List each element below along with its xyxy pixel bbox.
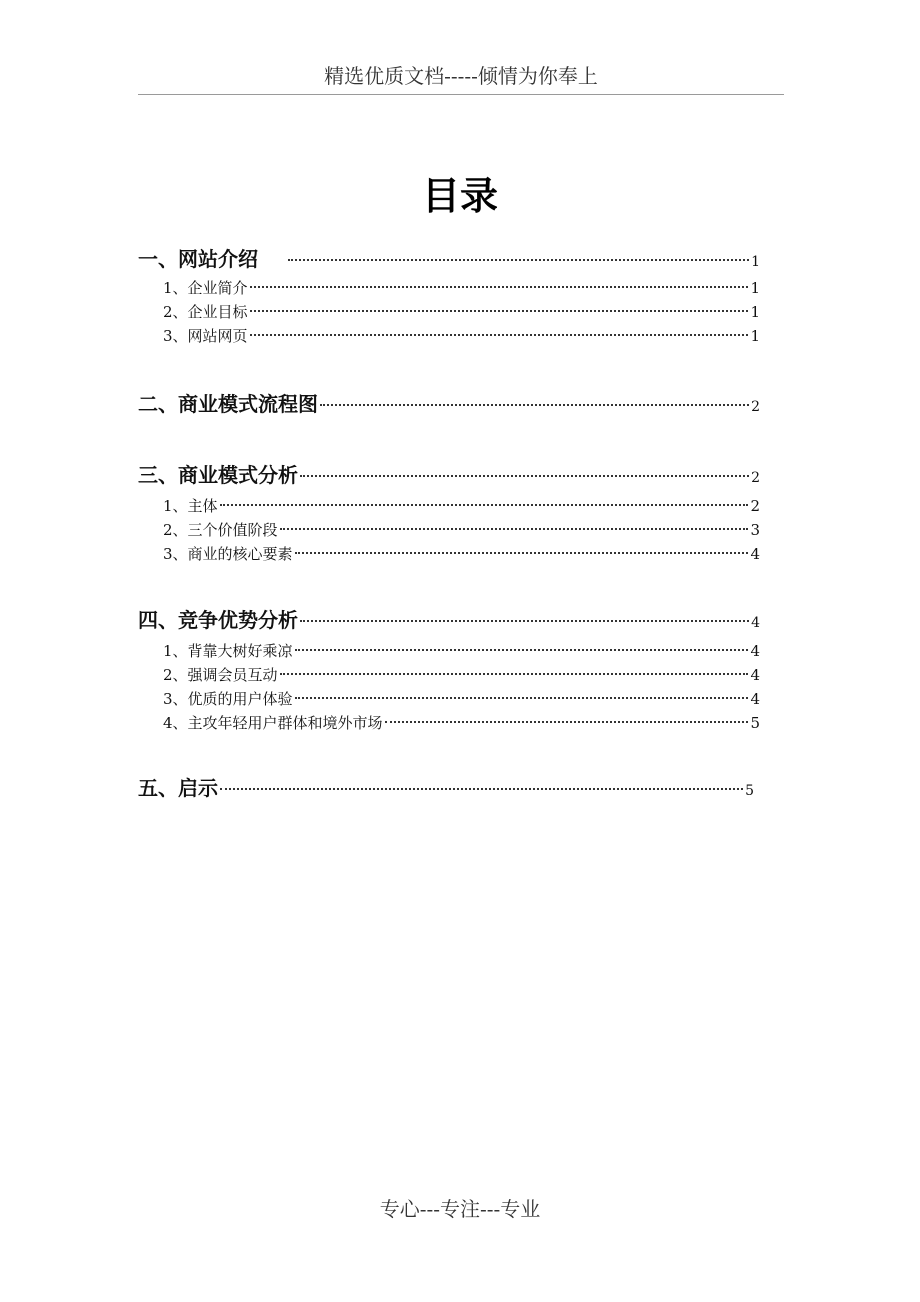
toc-entry[interactable] bbox=[138, 772, 754, 802]
toc-section-3 bbox=[138, 459, 760, 567]
toc-entry[interactable] bbox=[138, 243, 760, 273]
toc-subentry-page: 4 bbox=[750, 642, 760, 660]
toc-section-5 bbox=[138, 772, 754, 802]
toc-subentry[interactable] bbox=[138, 325, 760, 349]
toc-subentry-label: 2、三个价值阶段 bbox=[163, 521, 278, 539]
dot-leader bbox=[300, 620, 749, 622]
dot-leader bbox=[280, 673, 749, 675]
toc-subentry-label: 3、网站网页 bbox=[163, 327, 248, 345]
dot-leader bbox=[288, 259, 749, 261]
toc-entry[interactable] bbox=[138, 388, 760, 418]
toc-subentry-page: 3 bbox=[750, 521, 760, 539]
page-header: 精选优质文档-----倾情为你奉上 bbox=[138, 62, 784, 95]
toc-subentry-label: 2、企业目标 bbox=[163, 303, 248, 321]
toc-subentry-label: 1、企业简介 bbox=[163, 279, 248, 297]
toc-subentry-page: 2 bbox=[750, 497, 760, 515]
toc-entry-page: 2 bbox=[751, 470, 760, 486]
toc-subentry-page: 1 bbox=[750, 303, 760, 321]
toc-entry-label: 三、商业模式分析 bbox=[138, 463, 298, 487]
toc-entry-page: 4 bbox=[751, 615, 760, 631]
toc-subentry-page: 4 bbox=[750, 666, 760, 684]
toc-subentry[interactable] bbox=[138, 640, 760, 664]
toc-subentry[interactable] bbox=[138, 495, 760, 519]
toc-entry-label: 一、网站介绍 bbox=[138, 247, 258, 271]
dot-leader bbox=[250, 286, 749, 288]
toc-entry-label: 五、启示 bbox=[138, 776, 218, 800]
toc-subentry-label: 2、强调会员互动 bbox=[163, 666, 278, 684]
dot-leader bbox=[385, 721, 749, 723]
toc-subentry[interactable] bbox=[138, 301, 760, 325]
dot-leader bbox=[250, 310, 749, 312]
toc-entry[interactable] bbox=[138, 459, 760, 489]
dot-leader bbox=[295, 697, 749, 699]
toc-subentry-page: 1 bbox=[750, 327, 760, 345]
toc-subentry-label: 1、主体 bbox=[163, 497, 218, 515]
toc-subentry[interactable] bbox=[138, 712, 760, 736]
toc-subentry-label: 3、优质的用户体验 bbox=[163, 690, 293, 708]
toc-subentry[interactable] bbox=[138, 519, 760, 543]
toc-subentry[interactable] bbox=[138, 543, 760, 567]
toc-subentry[interactable] bbox=[138, 277, 760, 301]
toc-subentry-label: 1、背靠大树好乘凉 bbox=[163, 642, 293, 660]
toc-section-1 bbox=[138, 243, 760, 349]
toc-subentry-label: 4、主攻年轻用户群体和境外市场 bbox=[163, 714, 383, 732]
dot-leader bbox=[320, 404, 749, 406]
dot-leader bbox=[300, 475, 749, 477]
dot-leader bbox=[295, 649, 749, 651]
toc-entry-page: 2 bbox=[751, 399, 760, 415]
toc-subentry-page: 1 bbox=[750, 279, 760, 297]
page-footer: 专心---专注---专业 bbox=[379, 1197, 541, 1221]
dot-leader bbox=[295, 552, 749, 554]
toc-title: 目录 bbox=[421, 173, 498, 218]
dot-leader bbox=[220, 504, 749, 506]
toc-subentry-page: 4 bbox=[750, 545, 760, 563]
toc-section-2 bbox=[138, 388, 760, 418]
dot-leader bbox=[220, 788, 743, 790]
toc-entry[interactable] bbox=[138, 604, 760, 634]
toc-subentry-page: 4 bbox=[750, 690, 760, 708]
toc-subentry-label: 3、商业的核心要素 bbox=[163, 545, 293, 563]
toc-entry-label: 二、商业模式流程图 bbox=[138, 392, 318, 416]
toc-subentry-page: 5 bbox=[750, 714, 760, 732]
toc-subentry[interactable] bbox=[138, 688, 760, 712]
toc-entry-page: 1 bbox=[751, 254, 760, 270]
dot-leader bbox=[280, 528, 749, 530]
toc-entry-page: 5 bbox=[745, 783, 754, 799]
toc-subentry[interactable] bbox=[138, 664, 760, 688]
toc-section-4 bbox=[138, 604, 760, 736]
toc-entry-label: 四、竞争优势分析 bbox=[138, 608, 298, 632]
dot-leader bbox=[250, 334, 749, 336]
